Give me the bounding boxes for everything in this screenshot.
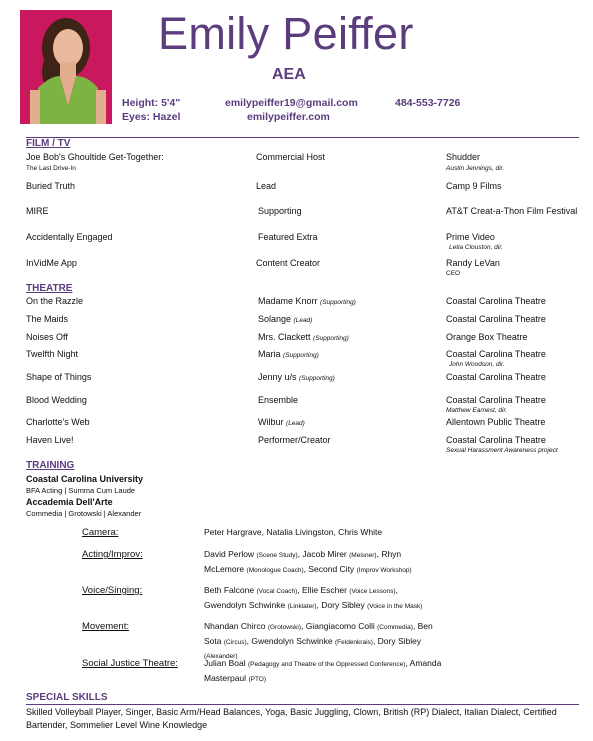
training-camera: Peter Hargrave, Natalia Livingston, Chris White [204,527,383,537]
film-tv-heading: FILM / TV [26,138,71,149]
actor-name: Emily Peiffer [158,8,414,59]
film-company-sub: Austin Jennings, dir. [446,165,505,172]
film-role: Lead [256,181,277,191]
training-acting: David Perlow (Scene Study), Jacob Mirer (Meisner), Rhyn McLemore (Monologue Coach), Second City (Improv Workshop) [204,549,412,574]
theatre-company: Coastal Carolina Theatre [446,435,546,445]
film-title: InVidMe App [26,258,77,268]
training-social-justice: Julian Boal (Pedagogy and Theatre of the Oppressed Conference), Amanda Masterpaul (PTO) [204,658,442,683]
training-movement: Nhandan Chirco (Grotowski), Giangiacomo Colli (Commedia), Ben Sota (Circus), Gwendolyn Schwinke (Feldenkrais), Dory Sibley (Alexander) [204,621,433,660]
training-label-movement: Movement: [82,621,129,632]
training-label-acting: Acting/Improv: [82,549,143,560]
film-company: AT&T Creat-a-Thon Film Festival [446,206,578,216]
film-title: Joe Bob's Ghoultide Get-Together: [26,152,164,162]
school-detail: BFA Acting | Summa Cum Laude [26,486,136,495]
training-label-voice: Voice/Singing: [82,585,143,596]
theatre-title: The Maids [26,314,69,324]
headshot-photo [20,10,112,124]
theatre-company-sub: Matthew Earnest, dir. [446,407,508,414]
film-title-sub: The Last Drive-In [26,165,76,172]
email: emilypeiffer19@gmail.com [225,97,358,109]
theatre-role: Solange (Lead) [258,314,313,324]
theatre-role: Jenny u/s (Supporting) [258,372,335,382]
theatre-title: Haven Live! [26,435,74,445]
theatre-company: Coastal Carolina Theatre [446,349,546,359]
theatre-title: Blood Wedding [26,395,87,405]
theatre-role: Wilbur (Lead) [258,417,305,427]
eyes: Eyes: Hazel [122,111,181,123]
film-company: Camp 9 Films [446,181,502,191]
special-skills-text: Skilled Volleyball Player, Singer, Basic Arm/Head Balances, Yoga, Basic Juggling, Clown, British (RP) Dialect, Italian Dialect, Certified Bartender, Sommelier Level Wine Knowledge [26,707,557,730]
theatre-heading: THEATRE [26,283,73,294]
theatre-title: Charlotte's Web [26,417,90,427]
theatre-company: Coastal Carolina Theatre [446,395,546,405]
film-company-sub: Letia Clouston, dir. [449,244,503,251]
height: Height: 5'4" [122,97,181,109]
school-detail: Commedia | Grotowski | Alexander [26,509,142,518]
theatre-title: Shape of Things [26,372,92,382]
theatre-role: Performer/Creator [258,435,331,445]
training-label-camera: Camera: [82,527,119,538]
theatre-title: Twelfth Night [26,349,79,359]
theatre-company: Orange Box Theatre [446,332,528,342]
theatre-company: Coastal Carolina Theatre [446,372,546,382]
theatre-role: Madame Knorr (Supporting) [258,296,356,306]
theatre-company-sub: John Woodson, dir. [449,361,505,368]
theatre-role: Mrs. Clackett (Supporting) [258,332,349,342]
phone: 484-553-7726 [395,97,461,109]
theatre-company-sub: Sexual Harassment Awareness project [446,447,558,454]
union-affiliation: AEA [272,66,306,83]
theatre-role: Ensemble [258,395,299,405]
theatre-company: Coastal Carolina Theatre [446,296,546,306]
film-title: Buried Truth [26,181,76,191]
training-voice: Beth Falcone (Vocal Coach), Ellie Escher (Voice Lessons), Gwendolyn Schwinke (Linklater), Dory Sibley (Voice in the Mask) [204,585,423,610]
special-skills-heading: SPECIAL SKILLS [26,692,108,703]
school-name: Accademia Dell'Arte [26,497,113,507]
divider-skills [26,704,579,705]
film-role: Content Creator [256,258,321,268]
film-company: Prime Video [446,232,495,242]
theatre-role: Maria (Supporting) [258,349,319,359]
headshot-image [20,10,112,124]
film-title: MIRE [26,206,49,216]
film-title: Accidentally Engaged [26,232,113,242]
theatre-title: On the Razzle [26,296,84,306]
film-role: Supporting [258,206,302,216]
website: emilypeiffer.com [247,111,330,123]
film-role: Commercial Host [256,152,326,162]
film-role: Featured Extra [258,232,318,242]
film-company: Randy LeVan [446,258,500,268]
school-name: Coastal Carolina University [26,474,144,484]
training-label-social-justice: Social Justice Theatre: [82,658,178,669]
theatre-company: Allentown Public Theatre [446,417,546,427]
divider-top [26,137,579,138]
training-heading: TRAINING [26,460,75,471]
film-company-sub: CEO [446,270,461,277]
theatre-company: Coastal Carolina Theatre [446,314,546,324]
theatre-title: Noises Off [26,332,68,342]
film-company: Shudder [446,152,481,162]
